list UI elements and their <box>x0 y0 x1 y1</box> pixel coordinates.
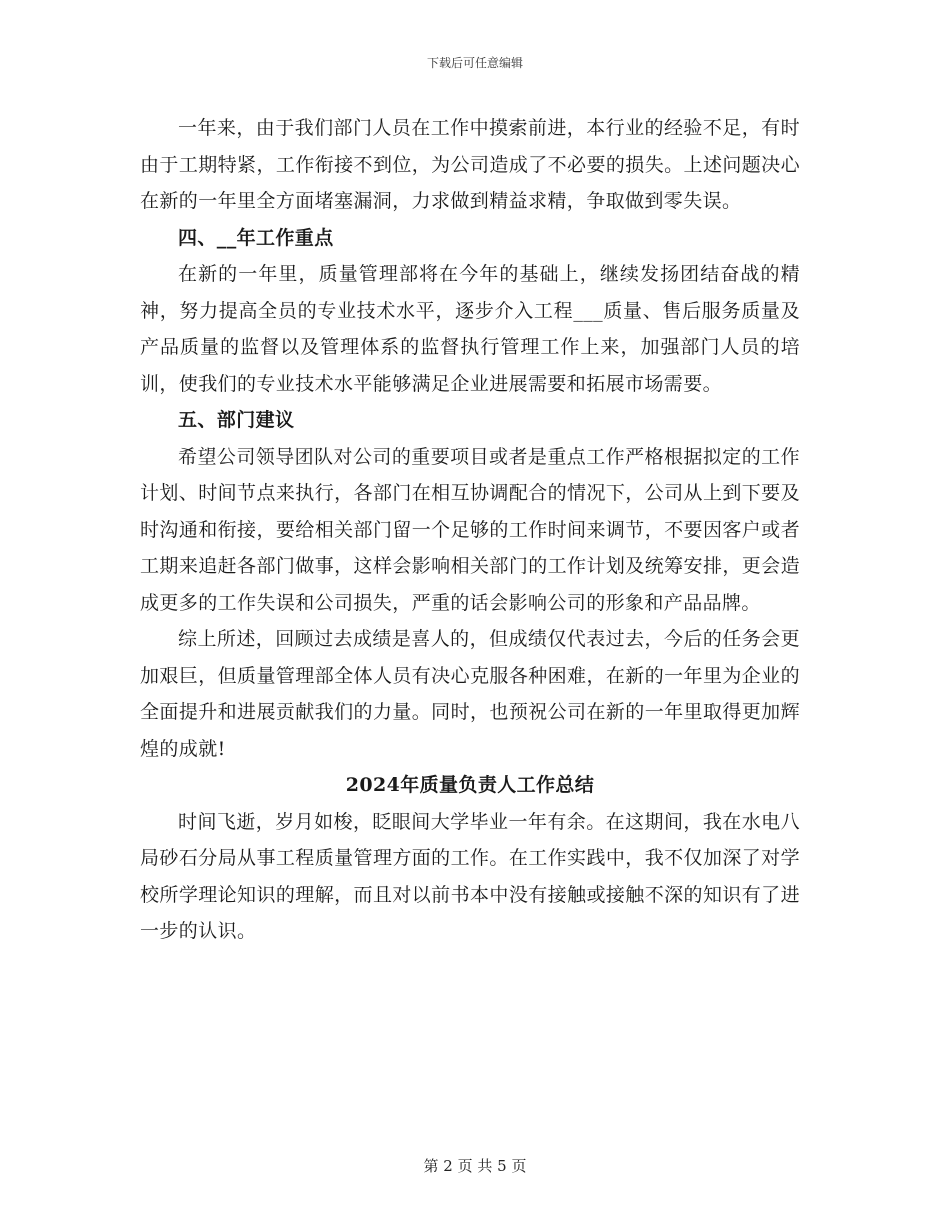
document-body <box>140 110 800 950</box>
section-heading-work-focus: 四、__年工作重点 <box>178 226 334 249</box>
paragraph-work-focus: 在新的一年里，质量管理部将在今年的基础上，继续发扬团结奋战的精神，努力提高全员的专业技术水平，逐步介入工程___质量、售后服务质量及产品质量的监督以及管理体系的监督执行管理工作上来，加强部门人员的培训，使我们的专业技术水平能够满足企业进展需要和拓展市场需要。 <box>140 263 800 395</box>
paragraph-intro: 时间飞逝，岁月如梭，眨眼间大学毕业一年有余。在这期间，我在水电八局砂石分局从事工程质量管理方面的工作。在工作实践中，我不仅加深了对学校所学理论知识的理解，而且对以前书本中没有接触或接触不深的知识有了进一步的认识。 <box>140 810 800 942</box>
section-heading-suggestions: 五、部门建议 <box>178 409 295 431</box>
paragraph-conclusion: 综上所述，回顾过去成绩是喜人的，但成绩仅代表过去，今后的任务会更加艰巨，但质量管理部全体人员有决心克服各种困难，在新的一年里为企业的全面提升和进展贡献我们的力量。同时，也预祝公司在新的一年里取得更加辉煌的成就! <box>140 628 800 760</box>
paragraph-suggestions: 希望公司领导团队对公司的重要项目或者是重点工作严格根据拟定的工作计划、时间节点来执行，各部门在相互协调配合的情况下，公司从上到下要及时沟通和衔接，要给相关部门留一个足够的工作时间来调节，不要因客户或者工期来追赶各部门做事，这样会影响相关部门的工作计划及统筹安排，更会造成更多的工作失误和公司损失，严重的话会影响公司的形象和产品品牌。 <box>140 445 800 614</box>
paragraph-experience: 一年来，由于我们部门人员在工作中摸索前进，本行业的经验不足，有时由于工期特紧，工作衔接不到位，为公司造成了不必要的损失。上述问题决心在新的一年里全方面堵塞漏洞，力求做到精益求精，争取做到零失误。 <box>140 117 800 212</box>
document-title: 2024年质量负责人工作总结 <box>345 774 595 796</box>
page-number: 第 2 页 共 5 页 <box>423 1157 527 1175</box>
page-header: 下载后可任意编辑 <box>426 56 523 70</box>
